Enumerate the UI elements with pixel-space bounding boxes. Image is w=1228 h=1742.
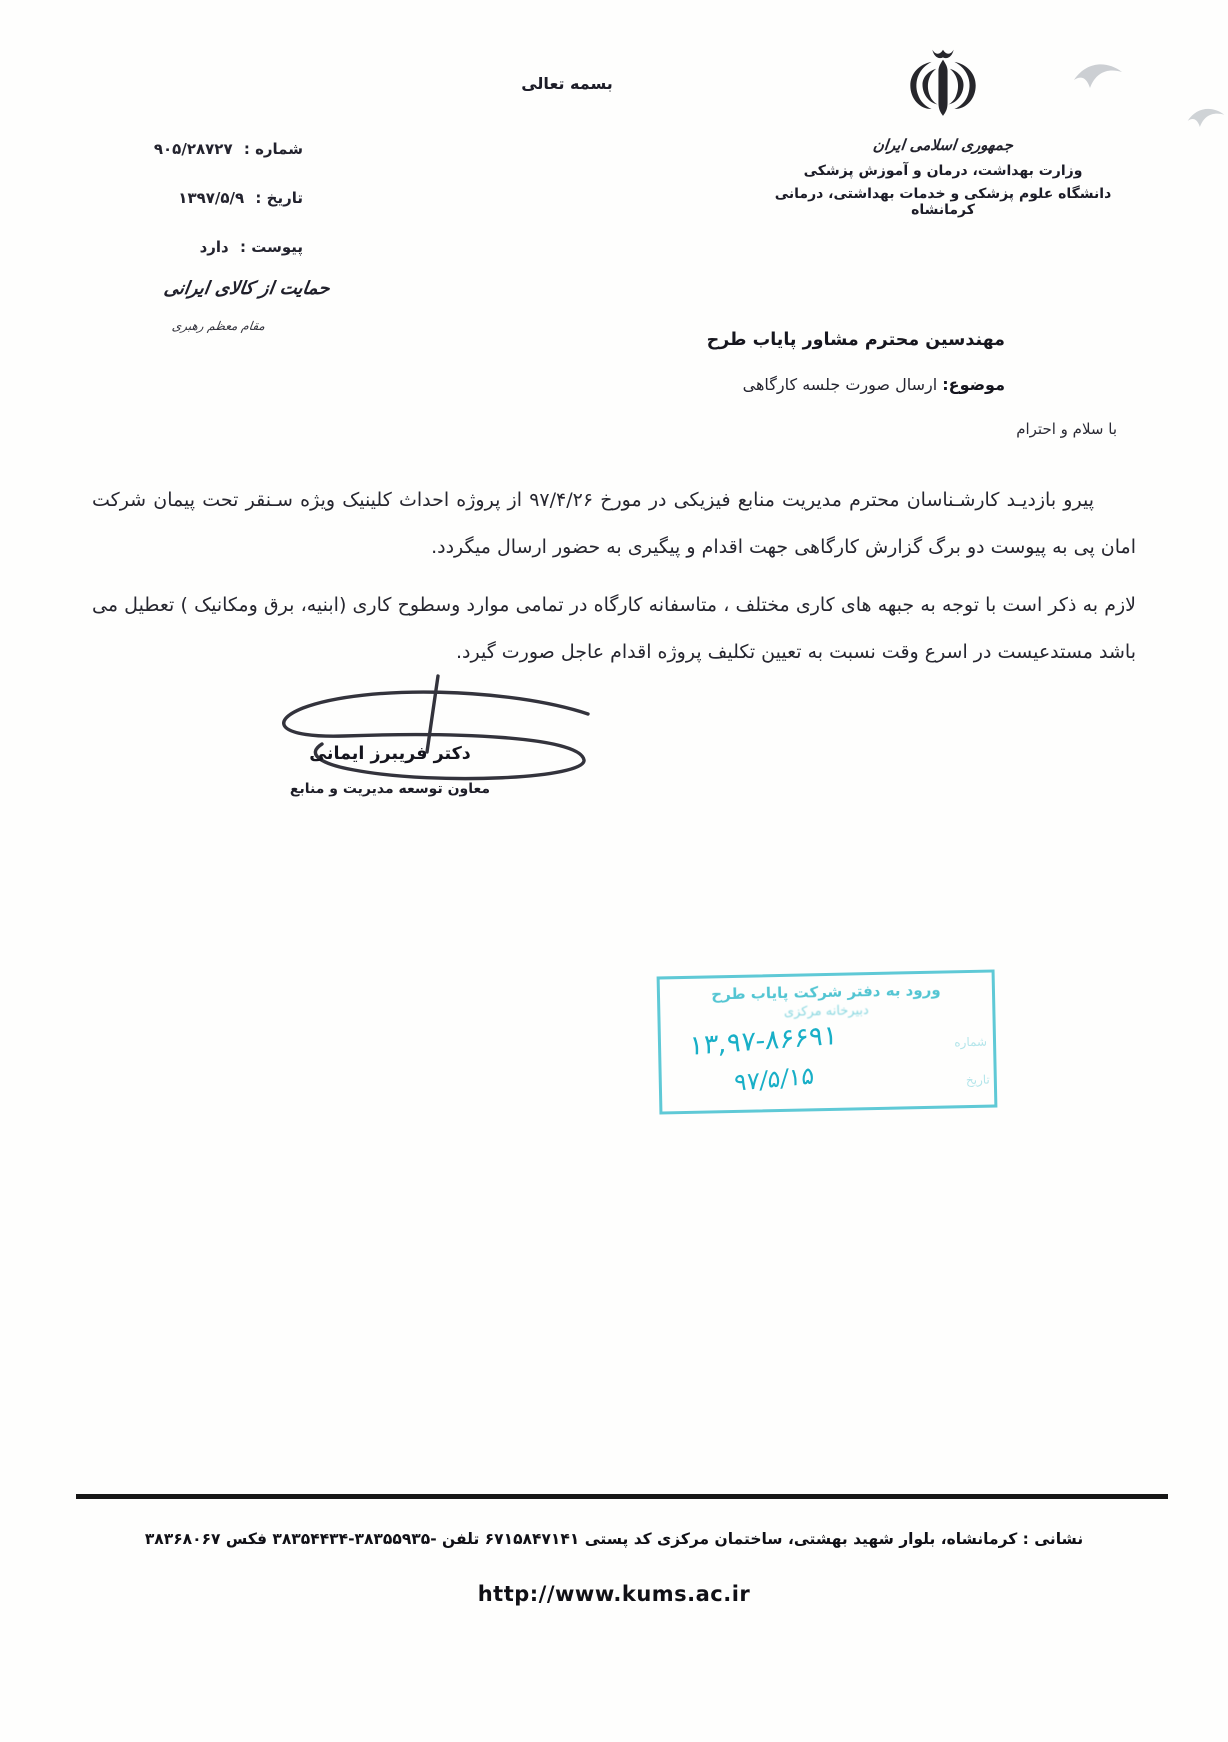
subject-line — [743, 375, 1005, 394]
letter-date-label: تاریخ : — [255, 189, 303, 207]
letter-attachment-row — [200, 238, 303, 256]
slogan-attribution: مقام معظم رهبری — [170, 319, 266, 333]
subject-label: موضوع: — [942, 375, 1005, 394]
letter-number-row — [154, 140, 303, 158]
stamp-company-line: ورود به دفتر شرکت پایاب طرح — [711, 980, 941, 1004]
stamp-date-value: ۹۷/۵/۱۵ — [733, 1061, 815, 1097]
signer-name: دکتر فریبرز ایمانی — [309, 744, 471, 764]
subject-text: ارسال صورت جلسه کارگاهی — [742, 375, 938, 394]
letter-attachment-label: پیوست : — [239, 238, 303, 256]
letter-date-value: ۱۳۹۷/۵/۹ — [178, 189, 245, 207]
country-name: جمهوری اسلامی ایران — [872, 136, 1014, 154]
letter-number-value: ۹۰۵/۲۸۷۲۷ — [153, 140, 233, 158]
signer-title: معاون توسعه مدیریت و منابع — [289, 781, 491, 797]
ministry-name: وزارت بهداشت، درمان و آموزش پزشکی — [803, 163, 1083, 179]
bird-scan-artifact-icon — [1186, 104, 1226, 130]
iran-emblem-icon — [905, 46, 981, 134]
body-paragraph-1: پیرو بازدیـد کارشـناسان محترم مدیریت منابع فیزیکی در مورخ ۹۷/۴/۲۶ از پروژه احداث کلینیک ویژه سـنقر تحت پیمان شرکت امان پی به پیوست دو برگ گزارش کارگاهی جهت اقدام و پیگیری به حضور ارسال میگردد. — [92, 489, 1136, 558]
footer-divider — [76, 1494, 1168, 1499]
footer-url: http://www.kums.ac.ir — [477, 1582, 751, 1606]
body-paragraph-2: لازم به ذکر است با توجه به جبهه های کاری مختلف ، متاسفانه کارگاه در تمامی موارد وسطوح کاری (ابنیه، برق ومکانیک ) تعطیل می باشد مستدعیست در اسرع وقت نسبت به تعیین تکلیف پروژه اقدام عاجل صورت گیرد. — [92, 594, 1136, 663]
receiving-stamp — [657, 969, 998, 1114]
handwritten-signature — [248, 672, 600, 796]
university-name: دانشگاه علوم پزشکی و خدمات بهداشتی، درمانی کرمانشاه — [774, 186, 1112, 218]
bismillah-heading: بسمه تعالی — [521, 74, 613, 93]
footer-address: نشانی : کرمانشاه، بلوار شهید بهشتی، ساختمان مرکزی کد پستی ۶۷۱۵۸۴۷۱۴۱ تلفن -۳۸۳۵۵۹۳۵-۳۸۳۵۴۴۳۴ فکس ۳۸۳۶۸۰۶۷ — [144, 1530, 1084, 1548]
letter-number-label: شماره : — [243, 140, 303, 158]
stamp-date-label: تاریخ — [965, 1072, 990, 1088]
salutation-line: با سلام و احترام — [1016, 420, 1117, 438]
stamp-number-value: ۱۳,۹۷-۸۶۶۹۱ — [688, 1019, 839, 1062]
recipient-line: مهندسین محترم مشاور پایاب طرح — [706, 330, 1005, 350]
year-slogan: حمایت از کالای ایرانی — [162, 278, 332, 299]
letter-date-row — [178, 189, 303, 207]
stamp-number-label: شماره — [954, 1034, 988, 1050]
letter-attachment-value: دارد — [199, 238, 229, 256]
bird-scan-artifact-icon — [1072, 58, 1124, 92]
stamp-secretariat-line: دبیرخانه مرکزی — [783, 1003, 869, 1020]
